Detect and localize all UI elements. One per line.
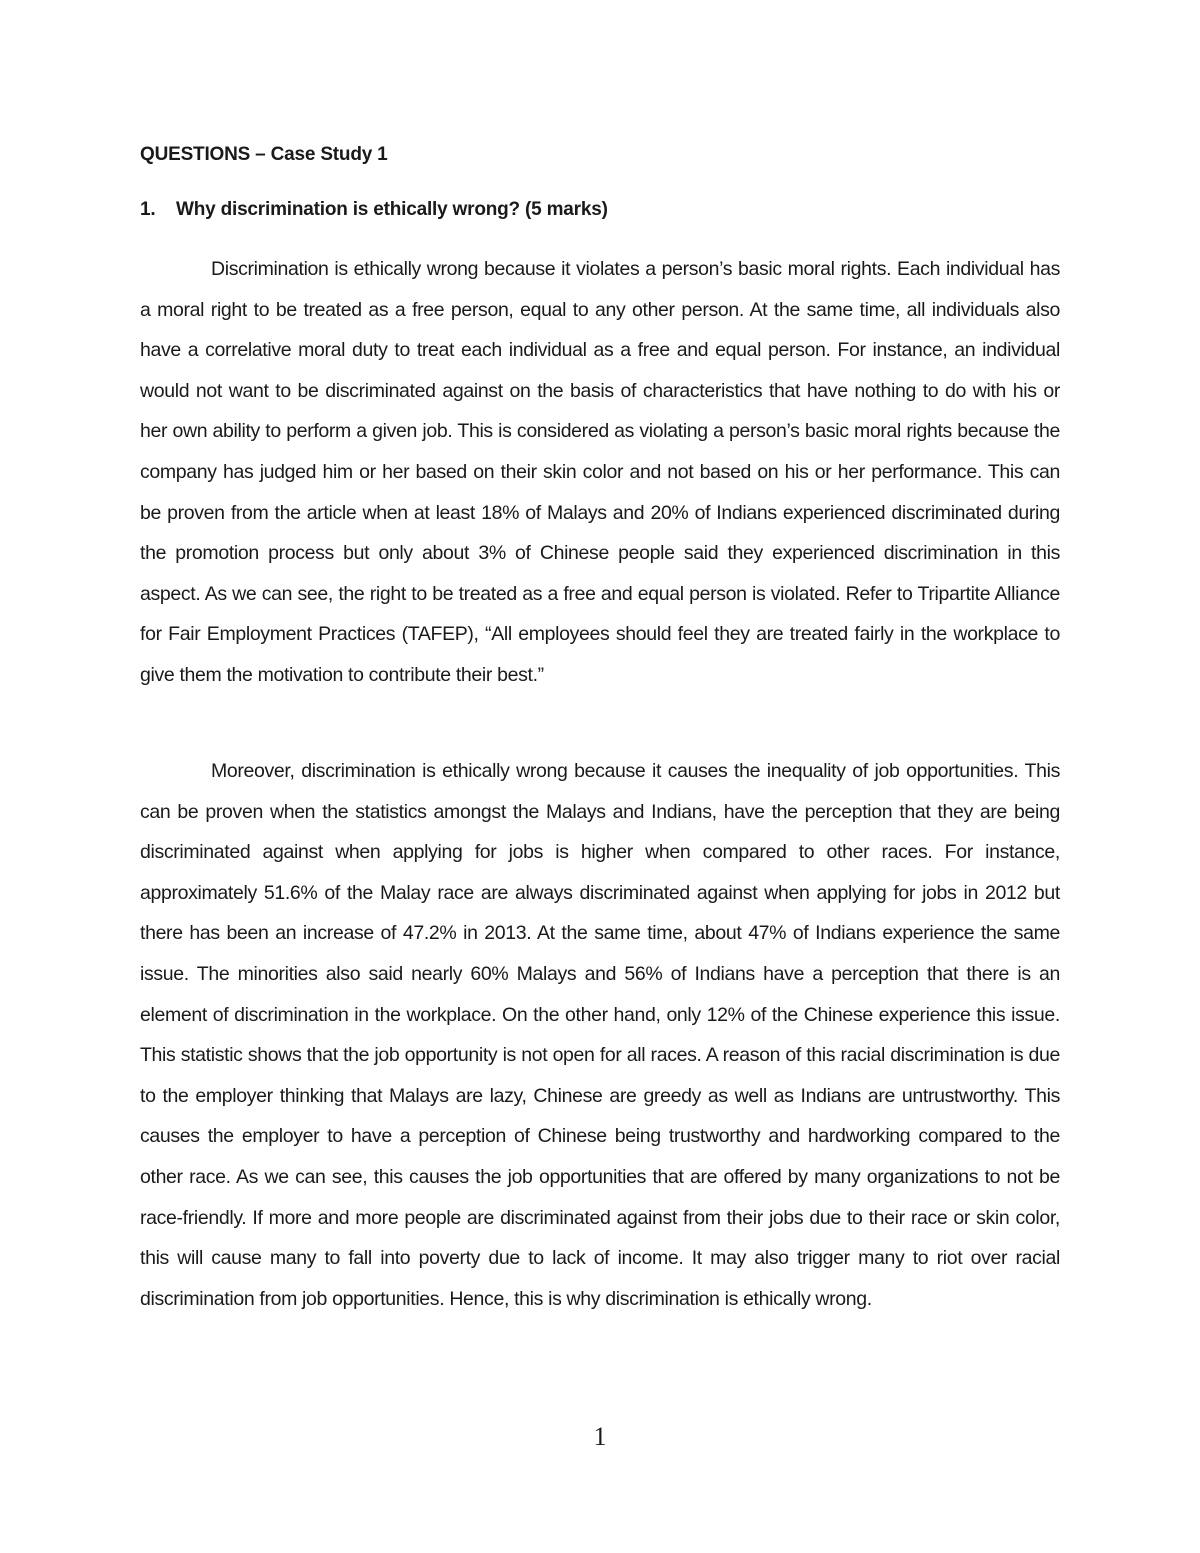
question-number: 1. [140,199,156,220]
case-study-title: QUESTIONS – Case Study 1 [140,144,388,165]
answer-paragraph-2: Moreover, discrimination is ethically wrong because it causes the inequality of job opportunities. This can be proven when the statistics amongst the Malays and Indians, have the perception that they are being discriminated against when applying for jobs is higher when compared to other races. For instance, approximately 51.6% of the Malay race are always discriminated against when applying for jobs in 2012 but there has been an increase of 47.2% in 2013. At the same time, about 47% of Indians experience the same issue. The minorities also said nearly 60% Malays and 56% of Indians have a perception that there is an element of discrimination in the workplace. On the other hand, only 12% of the Chinese experience this issue. This statistic shows that the job opportunity is not open for all races. A reason of this racial discrimination is due to the employer thinking that Malays are lazy, Chinese are greedy as well as Indians are untrustworthy. This causes the employer to have a perception of Chinese being trustworthy and hardworking compared to the other race. As we can see, this causes the job opportunities that are offered by many organizations to not be race-friendly. If more and more people are discriminated against from their jobs due to their race or skin color, this will cause many to fall into poverty due to lack of income. It may also trigger many to riot over racial discrimination from job opportunities. Hence, this is why discrimination is ethically wrong. [140,760,1060,1310]
page-number: 1 [593,1422,607,1451]
question-heading [140,199,608,221]
question-text: Why discrimination is ethically wrong? (5 marks) [176,199,608,220]
answer-paragraph-1: Discrimination is ethically wrong because it violates a person’s basic moral rights. Each individual has a moral right to be treated as a free person, equal to any other person. At the same time, all individuals also have a correlative moral duty to treat each individual as a free and equal person. For instance, an individual would not want to be discriminated against on the basis of characteristics that have nothing to do with his or her own ability to perform a given job. This is considered as violating a person’s basic moral rights because the company has judged him or her based on their skin color and not based on his or her performance. This can be proven from the article when at least 18% of Malays and 20% of Indians experienced discriminated during the promotion process but only about 3% of Chinese people said they experienced discrimination in this aspect. As we can see, the right to be treated as a free and equal person is violated. Refer to Tripartite Alliance for Fair Employment Practices (TAFEP), “All employees should feel they are treated fairly in the workplace to give them the motivation to contribute their best.” [140,258,1060,686]
